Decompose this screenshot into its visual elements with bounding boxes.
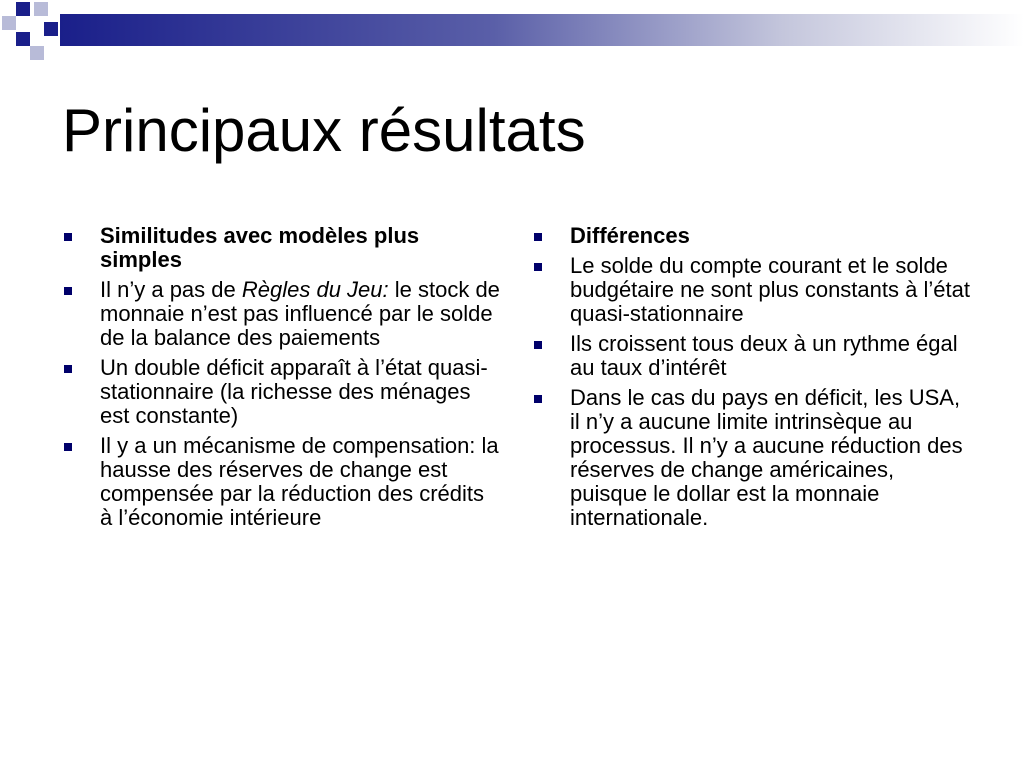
square-bullet-icon <box>64 287 72 295</box>
list-item <box>60 278 500 350</box>
list-item-suffix: le stock de monnaie n’est pas influencé par le solde de la balance des paiements <box>100 277 500 350</box>
list-item <box>60 434 500 530</box>
left-heading-text: Similitudes avec modèles plus simples <box>100 223 420 272</box>
list-item-text: Un double déficit apparaît à l’état quasi-stationnaire (la richesse des ménages est constante) <box>100 355 488 428</box>
deco-square <box>44 22 58 36</box>
right-heading-text: Différences <box>570 223 690 248</box>
slide-title: Principaux résultats <box>62 97 586 164</box>
list-item-text: Il y a un mécanisme de compensation: la hausse des réserves de change est compensée par la réduction des crédits à l’économie intérieure <box>100 433 499 530</box>
list-item <box>530 254 970 326</box>
list-item <box>530 332 970 380</box>
list-item <box>530 386 970 530</box>
header-gradient-bar <box>60 14 1024 46</box>
right-column <box>530 224 970 536</box>
list-item-prefix: Il n’y a pas de <box>100 277 242 302</box>
square-bullet-icon <box>534 233 542 241</box>
square-bullet-icon <box>534 395 542 403</box>
square-bullet-icon <box>64 365 72 373</box>
list-item-text: Dans le cas du pays en déficit, les USA, il n’y a aucune limite intrinsèque au processus. Il n’y a aucune réduction des réserves de change américaines, puisque le dollar est la monnaie internationale. <box>570 385 963 530</box>
square-bullet-icon <box>534 341 542 349</box>
square-bullet-icon <box>64 233 72 241</box>
header-decoration <box>0 0 1024 70</box>
left-heading <box>60 224 500 272</box>
deco-square <box>16 16 30 30</box>
right-bullet-list <box>530 224 970 530</box>
deco-square <box>16 2 30 16</box>
list-item <box>60 356 500 428</box>
list-item-text: Le solde du compte courant et le solde budgétaire ne sont plus constants à l’état quasi-stationnaire <box>570 253 970 326</box>
list-item-text: Ils croissent tous deux à un rythme égal au taux d’intérêt <box>570 331 958 380</box>
square-bullet-icon <box>64 443 72 451</box>
left-bullet-list <box>60 224 500 530</box>
deco-square <box>34 2 48 16</box>
deco-square <box>16 32 30 46</box>
list-item-emphasis: Règles du Jeu: <box>241 277 389 302</box>
deco-square <box>2 16 16 30</box>
right-heading <box>530 224 970 248</box>
square-bullet-icon <box>534 263 542 271</box>
left-column <box>60 224 500 536</box>
deco-square <box>30 46 44 60</box>
